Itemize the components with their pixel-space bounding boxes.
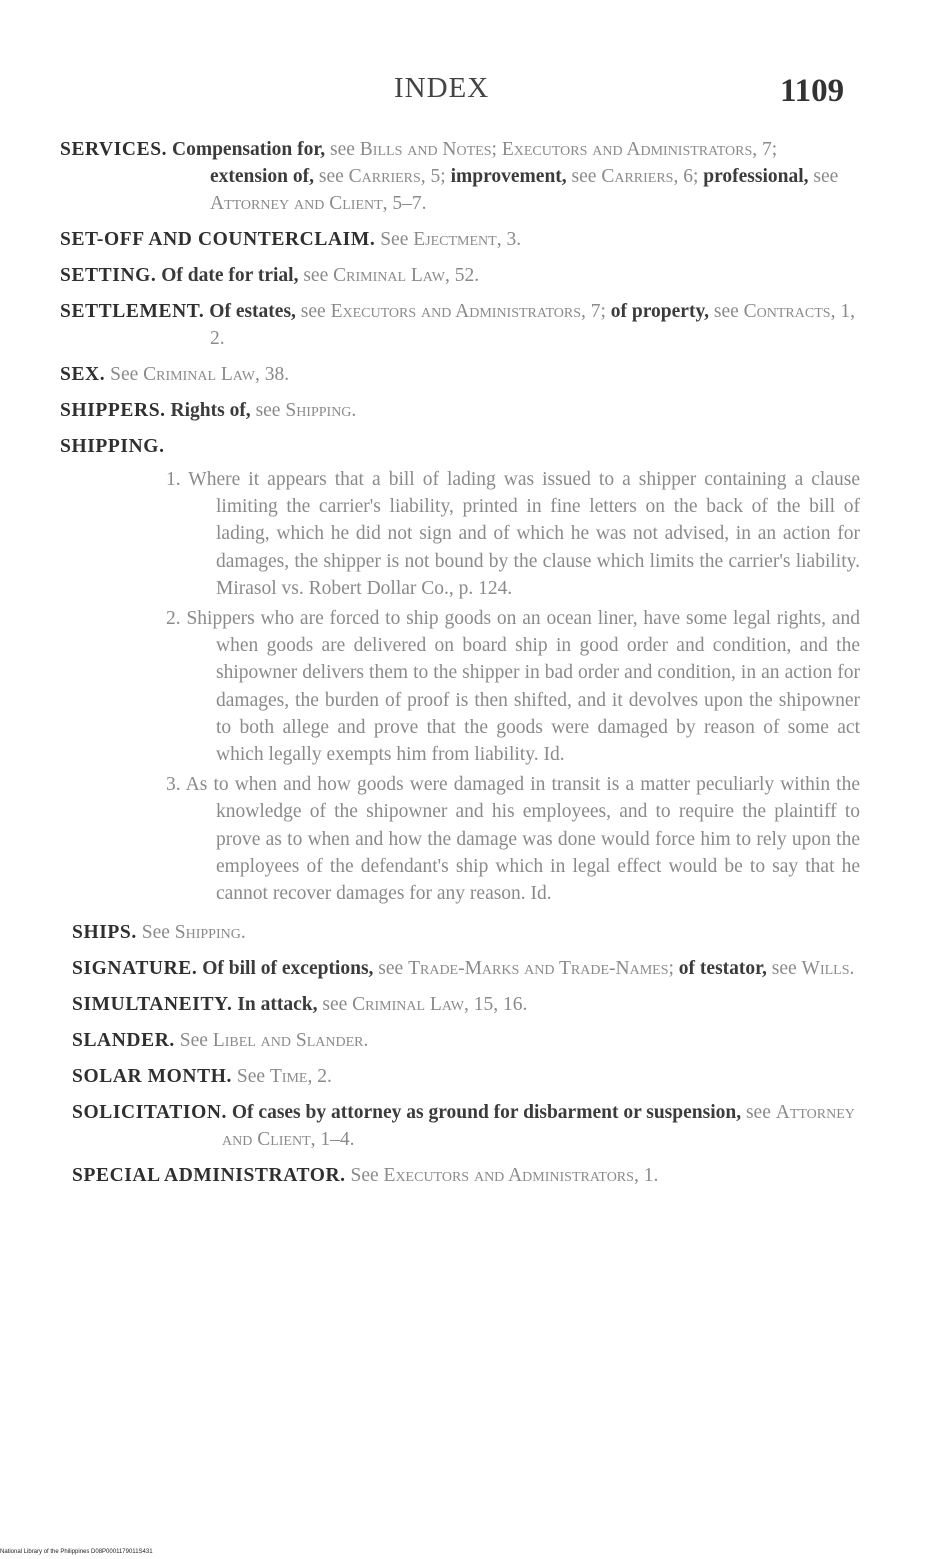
subheading: of property, bbox=[610, 301, 709, 322]
cross-reference: Criminal Law bbox=[143, 364, 256, 385]
entry-headword: SIMULTANEITY. bbox=[72, 994, 233, 1016]
entry-text: , 38. bbox=[255, 364, 290, 385]
cross-reference: Carriers bbox=[348, 166, 421, 187]
entry-text: see bbox=[741, 1102, 776, 1124]
entry-text: , 5; bbox=[420, 166, 451, 187]
entry-headword: SHIPS. bbox=[72, 922, 137, 944]
subheading: extension of, bbox=[210, 166, 314, 187]
subheading: Of bill of exceptions, bbox=[202, 958, 374, 980]
entry-text: . bbox=[351, 400, 357, 421]
page-number: 1109 bbox=[780, 73, 845, 109]
entry-text: see bbox=[325, 139, 360, 160]
cross-reference: Executors and Administrators bbox=[501, 139, 753, 160]
entry-text: ; bbox=[668, 958, 679, 980]
subheading: Of date for trial, bbox=[161, 265, 299, 286]
index-entry bbox=[72, 1099, 860, 1153]
cross-reference: Attorney and Client bbox=[222, 1102, 855, 1151]
entry-text: , 6; bbox=[673, 166, 704, 187]
cross-reference: Wills bbox=[801, 958, 850, 980]
entry-text: See bbox=[380, 229, 414, 250]
index-entry bbox=[72, 955, 860, 982]
entry-text: See bbox=[179, 1030, 213, 1052]
entry-text: see bbox=[709, 301, 744, 322]
cross-reference: Executors and Administrators bbox=[330, 301, 581, 322]
entry-headword: SETTING. bbox=[60, 265, 157, 286]
entry-headword: SHIPPING. bbox=[60, 436, 165, 457]
index-entry bbox=[60, 226, 860, 253]
cross-reference: Contracts bbox=[743, 301, 831, 322]
index-entry bbox=[72, 1162, 860, 1189]
running-header: INDEX bbox=[394, 72, 490, 104]
entry-text: see bbox=[566, 166, 602, 187]
entry-headword: SLANDER. bbox=[72, 1030, 175, 1052]
entry-text: see bbox=[295, 301, 331, 322]
subheading: Compensation for, bbox=[172, 139, 326, 160]
entry-text: . bbox=[363, 1030, 369, 1052]
cross-reference: Criminal Law bbox=[333, 265, 445, 286]
cross-reference: Bills and Notes bbox=[359, 139, 492, 160]
shipping-paragraph: 3. As to when and how goods were damaged in transit is a matter peculiarly within the knowledge of the shipowner and his employees, and to require the plaintiff to prove as to when and how the damage was done would force him to rely upon the employees of the defendant's ship which in legal effect would be to say that he cannot recover damages for any reason. Id. bbox=[166, 774, 860, 905]
entry-text: See bbox=[141, 922, 175, 944]
index-entry bbox=[72, 1027, 860, 1054]
entry-text: see bbox=[373, 958, 409, 980]
index-entries-top bbox=[60, 136, 860, 424]
index-entry bbox=[72, 991, 860, 1018]
shipping-paragraph: 1. Where it appears that a bill of lading was issued to a shipper containing a clause limiting the carrier's liability, printed in fine letters on the back of the bill of lading, which he did not sign and of which he was not advised, in an action for damages, the shipper is not bound by the clause which limits the carrier's liability. Mirasol vs. Robert Dollar Co., p. 124. bbox=[166, 469, 860, 599]
entry-text: see bbox=[250, 400, 286, 421]
index-content bbox=[60, 136, 860, 1198]
cross-reference: Attorney and Client bbox=[210, 193, 383, 214]
entry-text: See bbox=[110, 364, 144, 385]
entry-text: , 15, 16. bbox=[464, 994, 528, 1016]
entry-headword: SEX. bbox=[60, 364, 106, 385]
entry-text: , 7; bbox=[580, 301, 611, 322]
entry-headword: SOLICITATION. bbox=[72, 1102, 227, 1124]
entry-text: see bbox=[808, 166, 839, 187]
cross-reference: Criminal Law bbox=[352, 994, 465, 1016]
index-entry bbox=[60, 136, 860, 217]
entry-text: . bbox=[240, 922, 246, 944]
subheading: improvement, bbox=[450, 166, 567, 187]
subheading: of testator, bbox=[678, 958, 767, 980]
entry-headword: SOLAR MONTH. bbox=[72, 1066, 232, 1088]
index-entry bbox=[60, 298, 860, 352]
index-entry bbox=[72, 919, 860, 946]
index-entry bbox=[60, 397, 860, 424]
entry-text: See bbox=[236, 1066, 270, 1088]
entry-text: See bbox=[350, 1165, 384, 1187]
entry-shipping bbox=[60, 433, 860, 907]
index-entries-bottom bbox=[60, 919, 860, 1189]
cross-reference: Carriers bbox=[601, 166, 674, 187]
entry-headword: SETTLEMENT. bbox=[60, 301, 205, 322]
subheading: Rights of, bbox=[170, 400, 251, 421]
entry-text: see bbox=[314, 166, 349, 187]
entry-text: , 1–4. bbox=[310, 1129, 355, 1151]
entry-headword: SIGNATURE. bbox=[72, 958, 198, 980]
entry-text: , 52. bbox=[445, 265, 480, 286]
entry-text: see bbox=[298, 265, 334, 286]
subheading: Of cases by attorney as ground for disbarment or suspension, bbox=[231, 1102, 742, 1124]
subheading: In attack, bbox=[237, 994, 318, 1016]
entry-headword: SET-OFF AND COUNTERCLAIM. bbox=[60, 229, 376, 250]
entry-headword: SHIPPERS. bbox=[60, 400, 166, 421]
entry-text: , 1. bbox=[633, 1165, 659, 1187]
entry-text: . bbox=[849, 958, 855, 980]
entry-text: see bbox=[317, 994, 353, 1016]
subheading: professional, bbox=[703, 166, 809, 187]
index-entry bbox=[60, 361, 860, 388]
shipping-paragraph: 2. Shippers who are forced to ship goods on an ocean liner, have some legal rights, and when goods are delivered on board ship in good order and condition, and the shipowner delivers them to the shipper in bad order and condition, in an action for damages, the burden of proof is then shifted, and it devolves upon the shipowner to both allege and prove that the goods were damaged by reason of some act which legally exempts him from liability. Id. bbox=[166, 608, 860, 766]
entry-text: see bbox=[766, 958, 802, 980]
entry-headword: SPECIAL ADMINISTRATOR. bbox=[72, 1165, 346, 1187]
cross-reference: Shipping bbox=[285, 400, 352, 421]
cross-reference: Libel and Slander bbox=[212, 1030, 364, 1052]
shipping-paragraphs bbox=[60, 466, 860, 907]
entry-headword: SERVICES. bbox=[60, 139, 168, 160]
library-footer: National Library of the Philippines D08P0001179011S431 bbox=[0, 1549, 153, 1555]
entry-text: , 3. bbox=[496, 229, 522, 250]
entry-text: ; bbox=[491, 139, 502, 160]
index-entry bbox=[60, 262, 860, 289]
cross-reference: Ejectment bbox=[413, 229, 497, 250]
cross-reference: Shipping bbox=[174, 922, 241, 944]
entry-text: , 1, 2. bbox=[210, 301, 855, 349]
entry-text: , 7; bbox=[752, 139, 778, 160]
index-entry bbox=[72, 1063, 860, 1090]
entry-text: , 2. bbox=[307, 1066, 332, 1088]
cross-reference: Executors and Administrators bbox=[383, 1165, 634, 1187]
entry-text: , 5–7. bbox=[382, 193, 427, 214]
subheading: Of estates, bbox=[209, 301, 296, 322]
cross-reference: Time bbox=[269, 1066, 308, 1088]
cross-reference: Trade-Marks and Trade-Names bbox=[408, 958, 669, 980]
